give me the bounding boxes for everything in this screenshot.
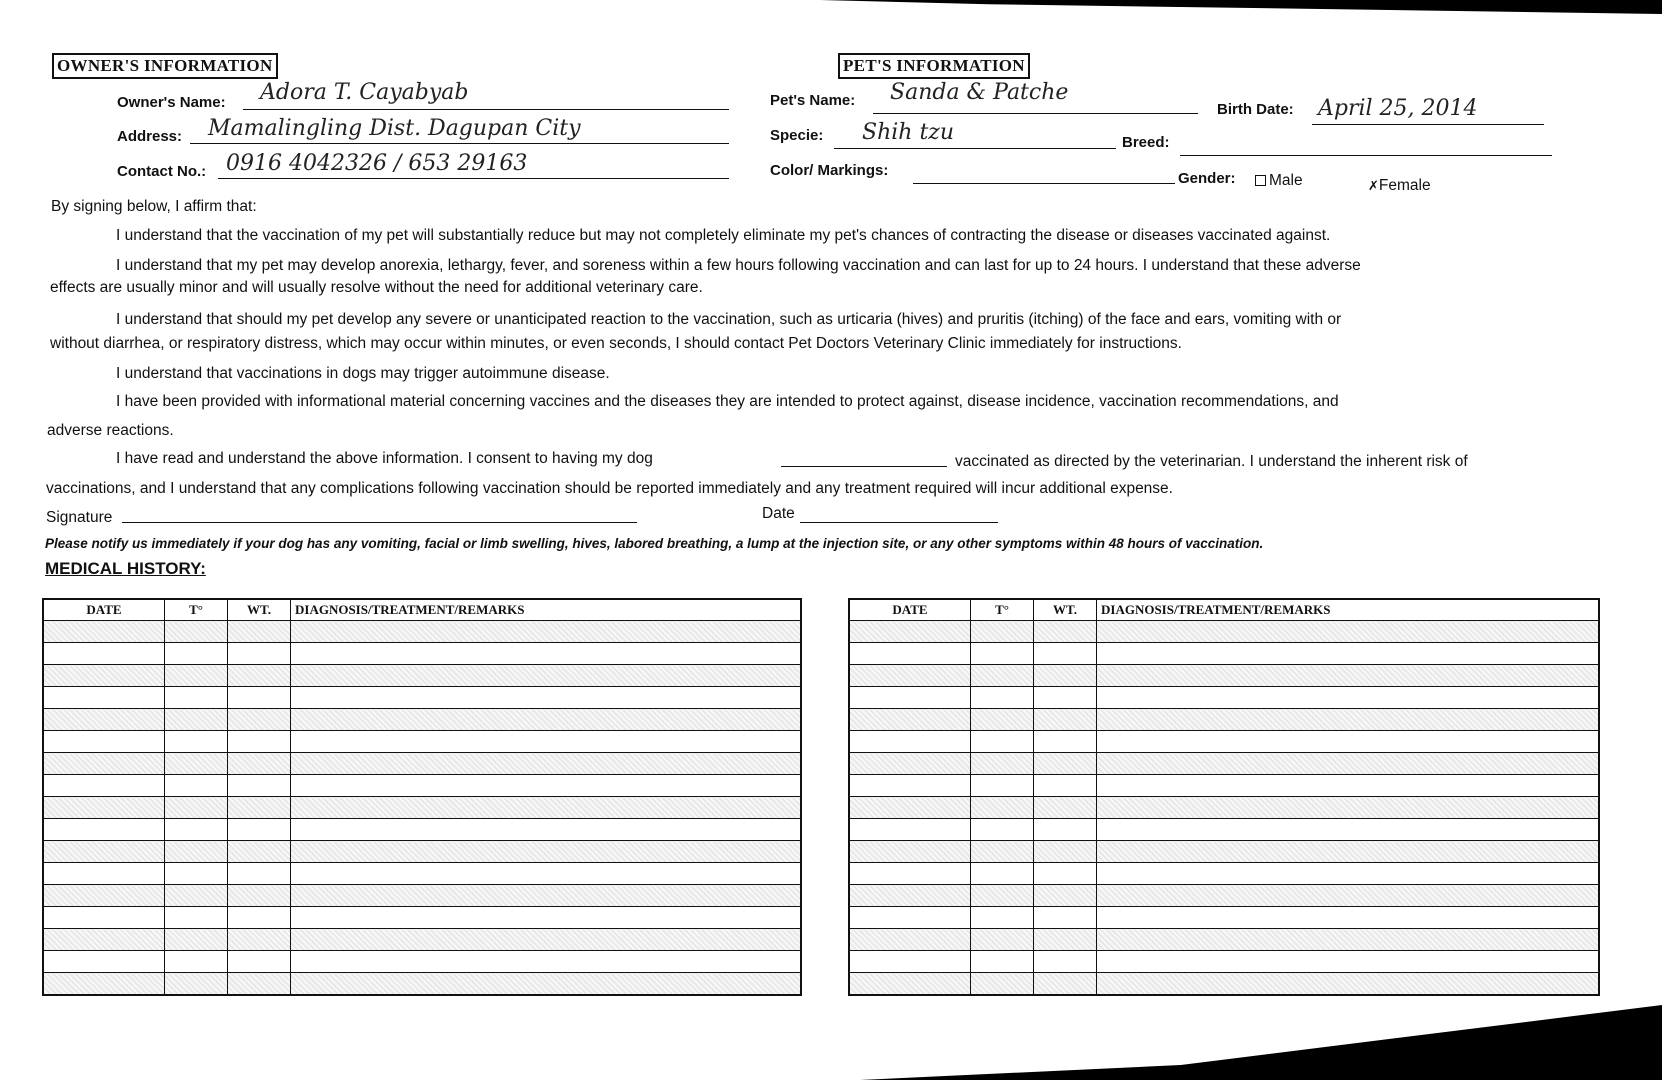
table-cell[interactable]: [971, 687, 1034, 709]
date-label: Date: [762, 505, 795, 522]
table-cell[interactable]: [43, 709, 165, 731]
table-cell[interactable]: [291, 797, 802, 819]
table-cell[interactable]: [849, 687, 971, 709]
table-cell[interactable]: [849, 643, 971, 665]
table-row: [849, 709, 1599, 731]
table-row: [849, 687, 1599, 709]
table-row: [43, 973, 801, 996]
table-cell[interactable]: [1097, 885, 1600, 907]
table-cell[interactable]: [1034, 907, 1097, 929]
table-cell[interactable]: [849, 907, 971, 929]
birth-date-value: April 25, 2014: [1318, 96, 1478, 121]
table-cell[interactable]: [849, 951, 971, 973]
color-markings-line: [913, 183, 1175, 184]
table-cell[interactable]: [165, 731, 228, 753]
consent-paragraph-6b: vaccinations, and I understand that any complications following vaccination should be reported immediately and any treatment required will incur additional expense.: [46, 480, 1173, 497]
table-row: [43, 841, 801, 863]
table-cell[interactable]: [971, 753, 1034, 775]
table-cell[interactable]: [165, 951, 228, 973]
table-cell[interactable]: [1034, 687, 1097, 709]
table-cell[interactable]: [1034, 753, 1097, 775]
table-cell[interactable]: [291, 775, 802, 797]
consent-paragraph-3b: without diarrhea, or respiratory distress, which may occur within minutes, or even seconds, I should contact Pet Doctors Veterinary Clinic immediately for instructions.: [50, 335, 1182, 352]
table-cell[interactable]: [228, 929, 291, 951]
owner-name-line: [243, 109, 729, 110]
table-cell[interactable]: [43, 907, 165, 929]
table-cell[interactable]: [291, 907, 802, 929]
table-row: [43, 885, 801, 907]
table-cell[interactable]: [971, 951, 1034, 973]
table-cell[interactable]: [43, 929, 165, 951]
table-cell[interactable]: [849, 775, 971, 797]
table-cell[interactable]: [971, 929, 1034, 951]
contact-label: Contact No.:: [117, 163, 207, 180]
address-value: Mamalingling Dist. Dagupan City: [208, 116, 581, 141]
table-cell[interactable]: [849, 841, 971, 863]
owner-name-value: Adora T. Cayabyab: [260, 80, 469, 105]
dog-name-line[interactable]: [781, 466, 947, 467]
contact-line: [218, 178, 729, 179]
table-row: [43, 687, 801, 709]
table-row: [849, 907, 1599, 929]
table-cell[interactable]: [291, 819, 802, 841]
table-cell[interactable]: [228, 863, 291, 885]
table-cell[interactable]: [971, 643, 1034, 665]
table-cell[interactable]: [165, 643, 228, 665]
table-cell[interactable]: [849, 929, 971, 951]
consent-paragraph-6a-start: I have read and understand the above information. I consent to having my dog: [116, 450, 653, 467]
table-cell[interactable]: [228, 907, 291, 929]
table-cell[interactable]: [43, 731, 165, 753]
table-cell[interactable]: [165, 621, 228, 643]
table-cell[interactable]: [228, 885, 291, 907]
table-cell[interactable]: [228, 951, 291, 973]
table-cell[interactable]: [165, 885, 228, 907]
table-cell[interactable]: [165, 863, 228, 885]
table-cell[interactable]: [1097, 753, 1600, 775]
table-cell[interactable]: [165, 753, 228, 775]
table-cell[interactable]: [43, 643, 165, 665]
table-cell[interactable]: [291, 885, 802, 907]
pet-name-value: Sanda & Patche: [890, 80, 1069, 105]
owner-heading: OWNER'S INFORMATION: [52, 53, 278, 79]
table-row: [849, 885, 1599, 907]
male-checkbox[interactable]: [1255, 175, 1266, 186]
col-weight: WT.: [228, 599, 291, 621]
table-cell[interactable]: [291, 709, 802, 731]
table-cell[interactable]: [165, 709, 228, 731]
table-cell[interactable]: [1097, 643, 1600, 665]
table-cell[interactable]: [1097, 819, 1600, 841]
table-cell[interactable]: [228, 753, 291, 775]
col-date: DATE: [43, 599, 165, 621]
table-row: [43, 797, 801, 819]
col-diagnosis: DIAGNOSIS/TREATMENT/REMARKS: [1097, 599, 1600, 621]
address-line: [190, 143, 729, 144]
col-date: DATE: [849, 599, 971, 621]
table-cell[interactable]: [43, 753, 165, 775]
table-cell[interactable]: [165, 665, 228, 687]
table-cell[interactable]: [1034, 819, 1097, 841]
table-cell[interactable]: [165, 929, 228, 951]
table-row: [43, 819, 801, 841]
table-cell[interactable]: [849, 863, 971, 885]
table-cell[interactable]: [971, 841, 1034, 863]
consent-paragraph-4: I understand that vaccinations in dogs may trigger autoimmune disease.: [116, 365, 610, 382]
table-cell[interactable]: [971, 907, 1034, 929]
medical-history-table-left: [42, 598, 802, 996]
table-cell[interactable]: [1034, 643, 1097, 665]
gender-label: Gender:: [1178, 170, 1236, 187]
table-cell[interactable]: [1097, 775, 1600, 797]
table-row: [43, 863, 801, 885]
table-cell[interactable]: [1097, 973, 1600, 996]
table-cell[interactable]: [43, 973, 165, 996]
scan-edge-top: [820, 0, 1662, 14]
gender-female-option[interactable]: [1368, 177, 1431, 195]
signature-label: Signature: [46, 509, 113, 526]
table-cell[interactable]: [228, 973, 291, 996]
table-row: [43, 731, 801, 753]
consent-paragraph-2a: I understand that my pet may develop anorexia, lethargy, fever, and soreness within a few hours following vaccination and can last for up to 24 hours. I understand that these adverse: [116, 257, 1361, 274]
table-row: [43, 621, 801, 643]
consent-intro: By signing below, I affirm that:: [51, 198, 257, 215]
pet-name-line: [873, 113, 1198, 114]
gender-male-option[interactable]: [1255, 172, 1303, 190]
table-row: [849, 665, 1599, 687]
table-cell[interactable]: [1034, 621, 1097, 643]
table-cell[interactable]: [291, 863, 802, 885]
table-cell[interactable]: [971, 863, 1034, 885]
table-cell[interactable]: [1034, 665, 1097, 687]
gender-male-label: Male: [1269, 172, 1303, 189]
table-row: [849, 973, 1599, 996]
table-cell[interactable]: [228, 709, 291, 731]
consent-paragraph-5b: adverse reactions.: [47, 422, 174, 439]
birth-date-line: [1312, 124, 1544, 125]
table-cell[interactable]: [1097, 797, 1600, 819]
table-row: [849, 621, 1599, 643]
medical-history-heading: MEDICAL HISTORY:: [45, 559, 206, 578]
table-cell[interactable]: [43, 775, 165, 797]
table-cell[interactable]: [43, 863, 165, 885]
table-cell[interactable]: [971, 621, 1034, 643]
contact-value: 0916 4042326 / 653 29163: [226, 151, 528, 176]
specie-value: Shih tzu: [862, 120, 955, 145]
table-cell[interactable]: [165, 907, 228, 929]
table-cell[interactable]: [228, 841, 291, 863]
table-cell[interactable]: [1097, 951, 1600, 973]
table-cell[interactable]: [228, 643, 291, 665]
table-cell[interactable]: [228, 621, 291, 643]
table-cell[interactable]: [971, 665, 1034, 687]
table-row: [849, 775, 1599, 797]
pet-name-label: Pet's Name:: [770, 92, 856, 109]
table-cell[interactable]: [43, 621, 165, 643]
table-cell[interactable]: [291, 687, 802, 709]
table-cell[interactable]: [1097, 687, 1600, 709]
consent-paragraph-2b: effects are usually minor and will usually resolve without the need for additional veterinary care.: [50, 279, 703, 296]
table-cell[interactable]: [1097, 665, 1600, 687]
table-cell[interactable]: [1097, 709, 1600, 731]
table-cell[interactable]: [971, 709, 1034, 731]
table-cell[interactable]: [165, 819, 228, 841]
table-cell[interactable]: [849, 753, 971, 775]
table-cell[interactable]: [1097, 731, 1600, 753]
address-label: Address:: [117, 128, 183, 145]
table-row: [849, 929, 1599, 951]
table-cell[interactable]: [1097, 929, 1600, 951]
female-check-mark: ✗: [1368, 178, 1379, 193]
table-cell[interactable]: [1097, 841, 1600, 863]
table-cell[interactable]: [849, 973, 971, 996]
table-cell[interactable]: [849, 819, 971, 841]
table-row: [43, 665, 801, 687]
table-cell[interactable]: [971, 885, 1034, 907]
table-cell[interactable]: [228, 819, 291, 841]
col-weight: WT.: [1034, 599, 1097, 621]
color-markings-label: Color/ Markings:: [770, 162, 889, 179]
table-cell[interactable]: [849, 621, 971, 643]
table-cell[interactable]: [1034, 863, 1097, 885]
table-cell[interactable]: [165, 841, 228, 863]
table-cell[interactable]: [1034, 973, 1097, 996]
table-row: [43, 951, 801, 973]
table-cell[interactable]: [291, 665, 802, 687]
specie-line: [834, 148, 1116, 149]
table-row: [849, 819, 1599, 841]
table-cell[interactable]: [1034, 841, 1097, 863]
table-cell[interactable]: [971, 797, 1034, 819]
table-cell[interactable]: [849, 709, 971, 731]
signature-line[interactable]: [122, 522, 637, 523]
specie-label: Specie:: [770, 127, 824, 144]
table-cell[interactable]: [849, 665, 971, 687]
table-cell[interactable]: [43, 797, 165, 819]
table-cell[interactable]: [43, 885, 165, 907]
table-row: [849, 863, 1599, 885]
table-cell[interactable]: [1097, 907, 1600, 929]
table-cell[interactable]: [165, 797, 228, 819]
birth-date-label: Birth Date:: [1217, 101, 1294, 118]
table-cell[interactable]: [228, 775, 291, 797]
table-cell[interactable]: [849, 797, 971, 819]
table-cell[interactable]: [291, 621, 802, 643]
table-cell[interactable]: [971, 973, 1034, 996]
table-row: [849, 643, 1599, 665]
col-diagnosis: DIAGNOSIS/TREATMENT/REMARKS: [291, 599, 802, 621]
breed-line: [1180, 155, 1552, 156]
col-temp: T°: [165, 599, 228, 621]
table-cell[interactable]: [165, 973, 228, 996]
table-cell[interactable]: [43, 819, 165, 841]
table-cell[interactable]: [971, 819, 1034, 841]
table-row: [43, 709, 801, 731]
table-row: [849, 797, 1599, 819]
table-cell[interactable]: [228, 731, 291, 753]
table-row: [43, 907, 801, 929]
table-cell[interactable]: [228, 687, 291, 709]
consent-paragraph-5a: I have been provided with informational material concerning vaccines and the diseases they are intended to protect against, disease incidence, vaccination recommendations, and: [116, 393, 1339, 410]
table-cell[interactable]: [43, 951, 165, 973]
gender-female-label: Female: [1378, 177, 1431, 194]
table-cell[interactable]: [43, 841, 165, 863]
table-header-row: [849, 599, 1599, 621]
table-cell[interactable]: [849, 731, 971, 753]
table-cell[interactable]: [1034, 951, 1097, 973]
table-cell[interactable]: [1034, 709, 1097, 731]
breed-label: Breed:: [1122, 134, 1170, 151]
medical-history-table-right: [848, 598, 1600, 996]
table-cell[interactable]: [291, 951, 802, 973]
table-cell[interactable]: [291, 753, 802, 775]
table-row: [849, 841, 1599, 863]
table-row: [43, 753, 801, 775]
table-cell[interactable]: [1034, 731, 1097, 753]
table-cell[interactable]: [228, 797, 291, 819]
table-cell[interactable]: [165, 687, 228, 709]
consent-paragraph-3a: I understand that should my pet develop any severe or unanticipated reaction to the vaccination, such as urticaria (hives) and pruritis (itching) of the face and ears, vomiting with or: [116, 311, 1342, 328]
table-row: [43, 929, 801, 951]
table-cell[interactable]: [43, 687, 165, 709]
table-cell[interactable]: [971, 731, 1034, 753]
table-row: [849, 731, 1599, 753]
table-cell[interactable]: [971, 775, 1034, 797]
col-temp: T°: [971, 599, 1034, 621]
pet-heading: PET'S INFORMATION: [838, 53, 1030, 79]
table-cell[interactable]: [291, 643, 802, 665]
scan-edge-bottom: [860, 1005, 1662, 1080]
table-cell[interactable]: [1034, 885, 1097, 907]
owner-name-label: Owner's Name:: [117, 94, 226, 111]
table-cell[interactable]: [849, 885, 971, 907]
table-cell[interactable]: [291, 929, 802, 951]
table-cell[interactable]: [1097, 621, 1600, 643]
table-cell[interactable]: [43, 665, 165, 687]
notice-text: Please notify us immediately if your dog has any vomiting, facial or limb swelling, hives, labored breathing, a lump at the injection site, or any other symptoms within 48 hours of vaccination.: [45, 536, 1264, 551]
table-row: [849, 753, 1599, 775]
table-cell[interactable]: [291, 841, 802, 863]
table-cell[interactable]: [1097, 863, 1600, 885]
table-cell[interactable]: [1034, 775, 1097, 797]
table-cell[interactable]: [1034, 797, 1097, 819]
table-row: [43, 643, 801, 665]
date-line[interactable]: [800, 522, 998, 523]
table-row: [43, 775, 801, 797]
table-cell[interactable]: [1034, 929, 1097, 951]
table-header-row: [43, 599, 801, 621]
table-cell[interactable]: [291, 973, 802, 996]
table-cell[interactable]: [165, 775, 228, 797]
consent-paragraph-6a-end: vaccinated as directed by the veterinarian. I understand the inherent risk of: [955, 453, 1468, 470]
table-cell[interactable]: [291, 731, 802, 753]
table-cell[interactable]: [228, 665, 291, 687]
consent-paragraph-1: I understand that the vaccination of my pet will substantially reduce but may not completely eliminate my pet's chances of contracting the disease or diseases vaccinated against.: [116, 227, 1331, 244]
table-row: [849, 951, 1599, 973]
